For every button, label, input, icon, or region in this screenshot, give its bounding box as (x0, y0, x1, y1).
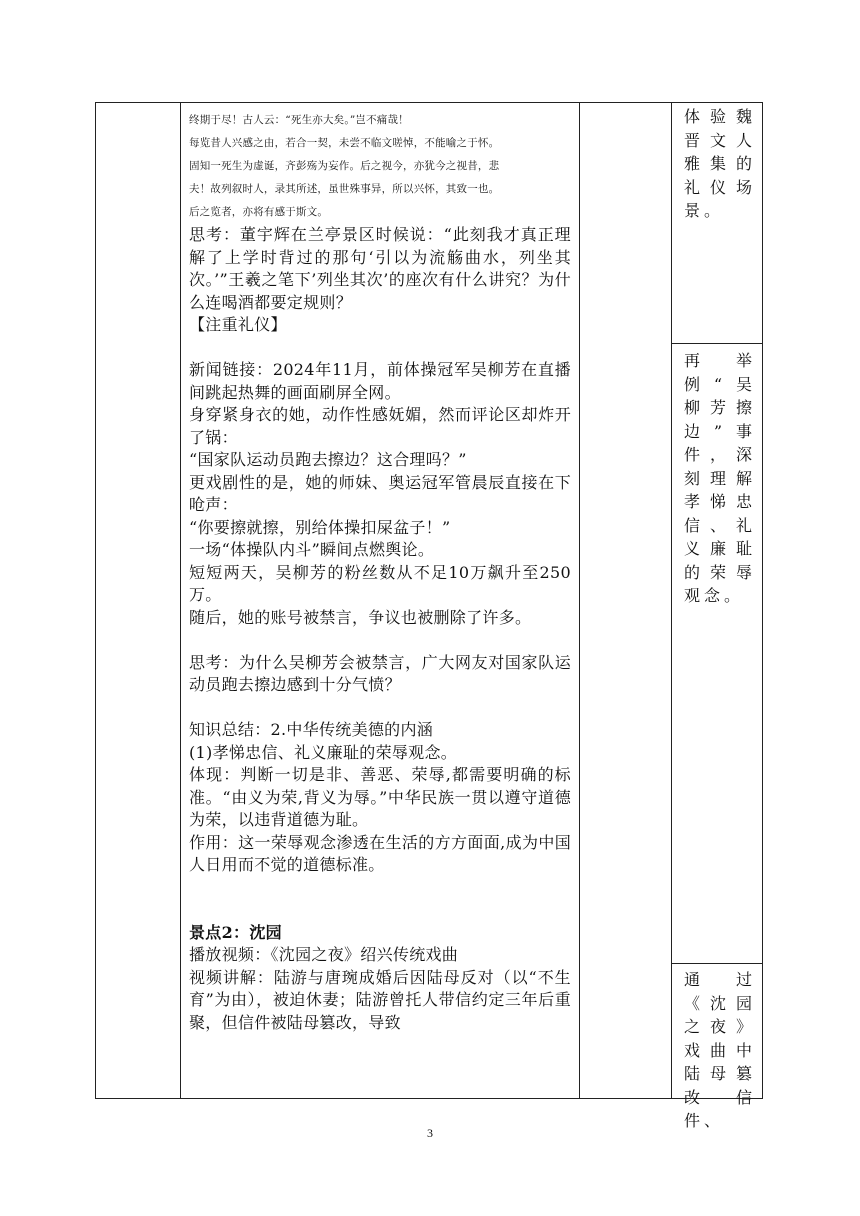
news-quote: “你要擦就擦，别给体操扣屎盆子！” (189, 517, 451, 537)
note-2: 再举例“吴柳芳擦边”事件，深刻理解孝悌忠信、礼义廉耻的荣辱观念。 (684, 351, 756, 605)
classical-line: 每览昔人兴感之由，若合一契，未尝不临文嗟悼，不能喻之于怀。 (189, 137, 500, 149)
etiquette-tag: 【注重礼仪】 (189, 315, 287, 334)
note-1: 体验魏晋文人雅集的礼仪场景。 (684, 107, 756, 220)
spot2-video: 播放视频：《沈园之夜》绍兴传统戏曲 (189, 945, 459, 964)
page-number: 3 (427, 1126, 433, 1140)
row-divider (671, 343, 762, 344)
news-paragraph: 随后，她的账号被禁言，争议也被删除了许多。 (189, 607, 532, 627)
summary-title: 知识总结：2.中华传统美德的内涵 (189, 720, 434, 739)
summary-embody: 体现：判断一切是非、善恶、荣辱,都需要明确的标准。“由义为荣,背义为辱。”中华民族一贯以遵守道德为荣，以违背道德为耻。 (189, 765, 571, 829)
classical-line: 终期于尽！古人云：“死生亦大矣。”岂不痛哉！ (189, 114, 409, 126)
think-question-2: 思考：为什么吴柳芳会被禁言，广大网友对国家队运动员跑去擦边感到十分气愤？ (189, 652, 571, 694)
column-divider (579, 103, 580, 1098)
spot2-explain: 视频讲解：陆游与唐琬成婚后因陆母反对（以“不生育”为由），被迫休妻；陆游曾托人带信约定三年后重聚，但信件被陆母篡改，导致 (189, 967, 571, 1032)
note-column (684, 968, 756, 1133)
news-paragraph: 一场“体操队内斗”瞬间点燃舆论。 (189, 540, 435, 559)
note-3: 通过《沈园之夜》戏曲中陆母篡改信件、 (684, 970, 756, 1130)
main-content-column (189, 109, 571, 1034)
row-divider (671, 963, 762, 964)
column-divider (671, 103, 672, 1098)
classical-line: 固知一死生为虚诞，齐彭殇为妄作。后之视今，亦犹今之视昔，悲 (189, 160, 500, 172)
summary-effect: 作用：这一荣辱观念渗透在生活的方方面面,成为中国人日用而不觉的道德标准。 (189, 832, 571, 874)
news-quote: “国家队运动员跑去擦边？这合理吗？” (189, 450, 467, 469)
note-column (684, 349, 756, 608)
news-intro: 新闻链接：2024年11月，前体操冠军吴柳芳在直播间跳起热舞的画面刷屏全网。 (189, 360, 571, 402)
summary-point: (1)孝悌忠信、礼义廉耻的荣辱观念。 (189, 742, 458, 762)
news-paragraph: 身穿紧身衣的她，动作性感妩媚，然而评论区却炸开了锅： (189, 405, 571, 447)
think-question-1: 思考：董宇辉在兰亭景区时候说：“此刻我才真正理解了上学时背过的那句‘引以为流觞曲水，列坐其次。’”王羲之笔下’列坐其次’的座次有什么讲究？为什么连喝酒都要定规则？ (189, 225, 571, 312)
note-column (684, 105, 756, 223)
news-paragraph: 短短两天，吴柳芳的粉丝数从不足10万飙升至250万。 (189, 562, 571, 604)
news-paragraph: 更戏剧性的是，她的师妹、奥运冠军管晨辰直接在下呛声： (189, 472, 571, 514)
spot2-title: 景点2：沈园 (189, 922, 282, 942)
classical-text (189, 109, 571, 224)
classical-line: 夫！故列叙时人，录其所述，虽世殊事异，所以兴怀，其致一也。 (189, 183, 500, 195)
classical-line: 后之览者，亦将有感于斯文。 (189, 206, 329, 218)
column-divider (180, 103, 181, 1098)
